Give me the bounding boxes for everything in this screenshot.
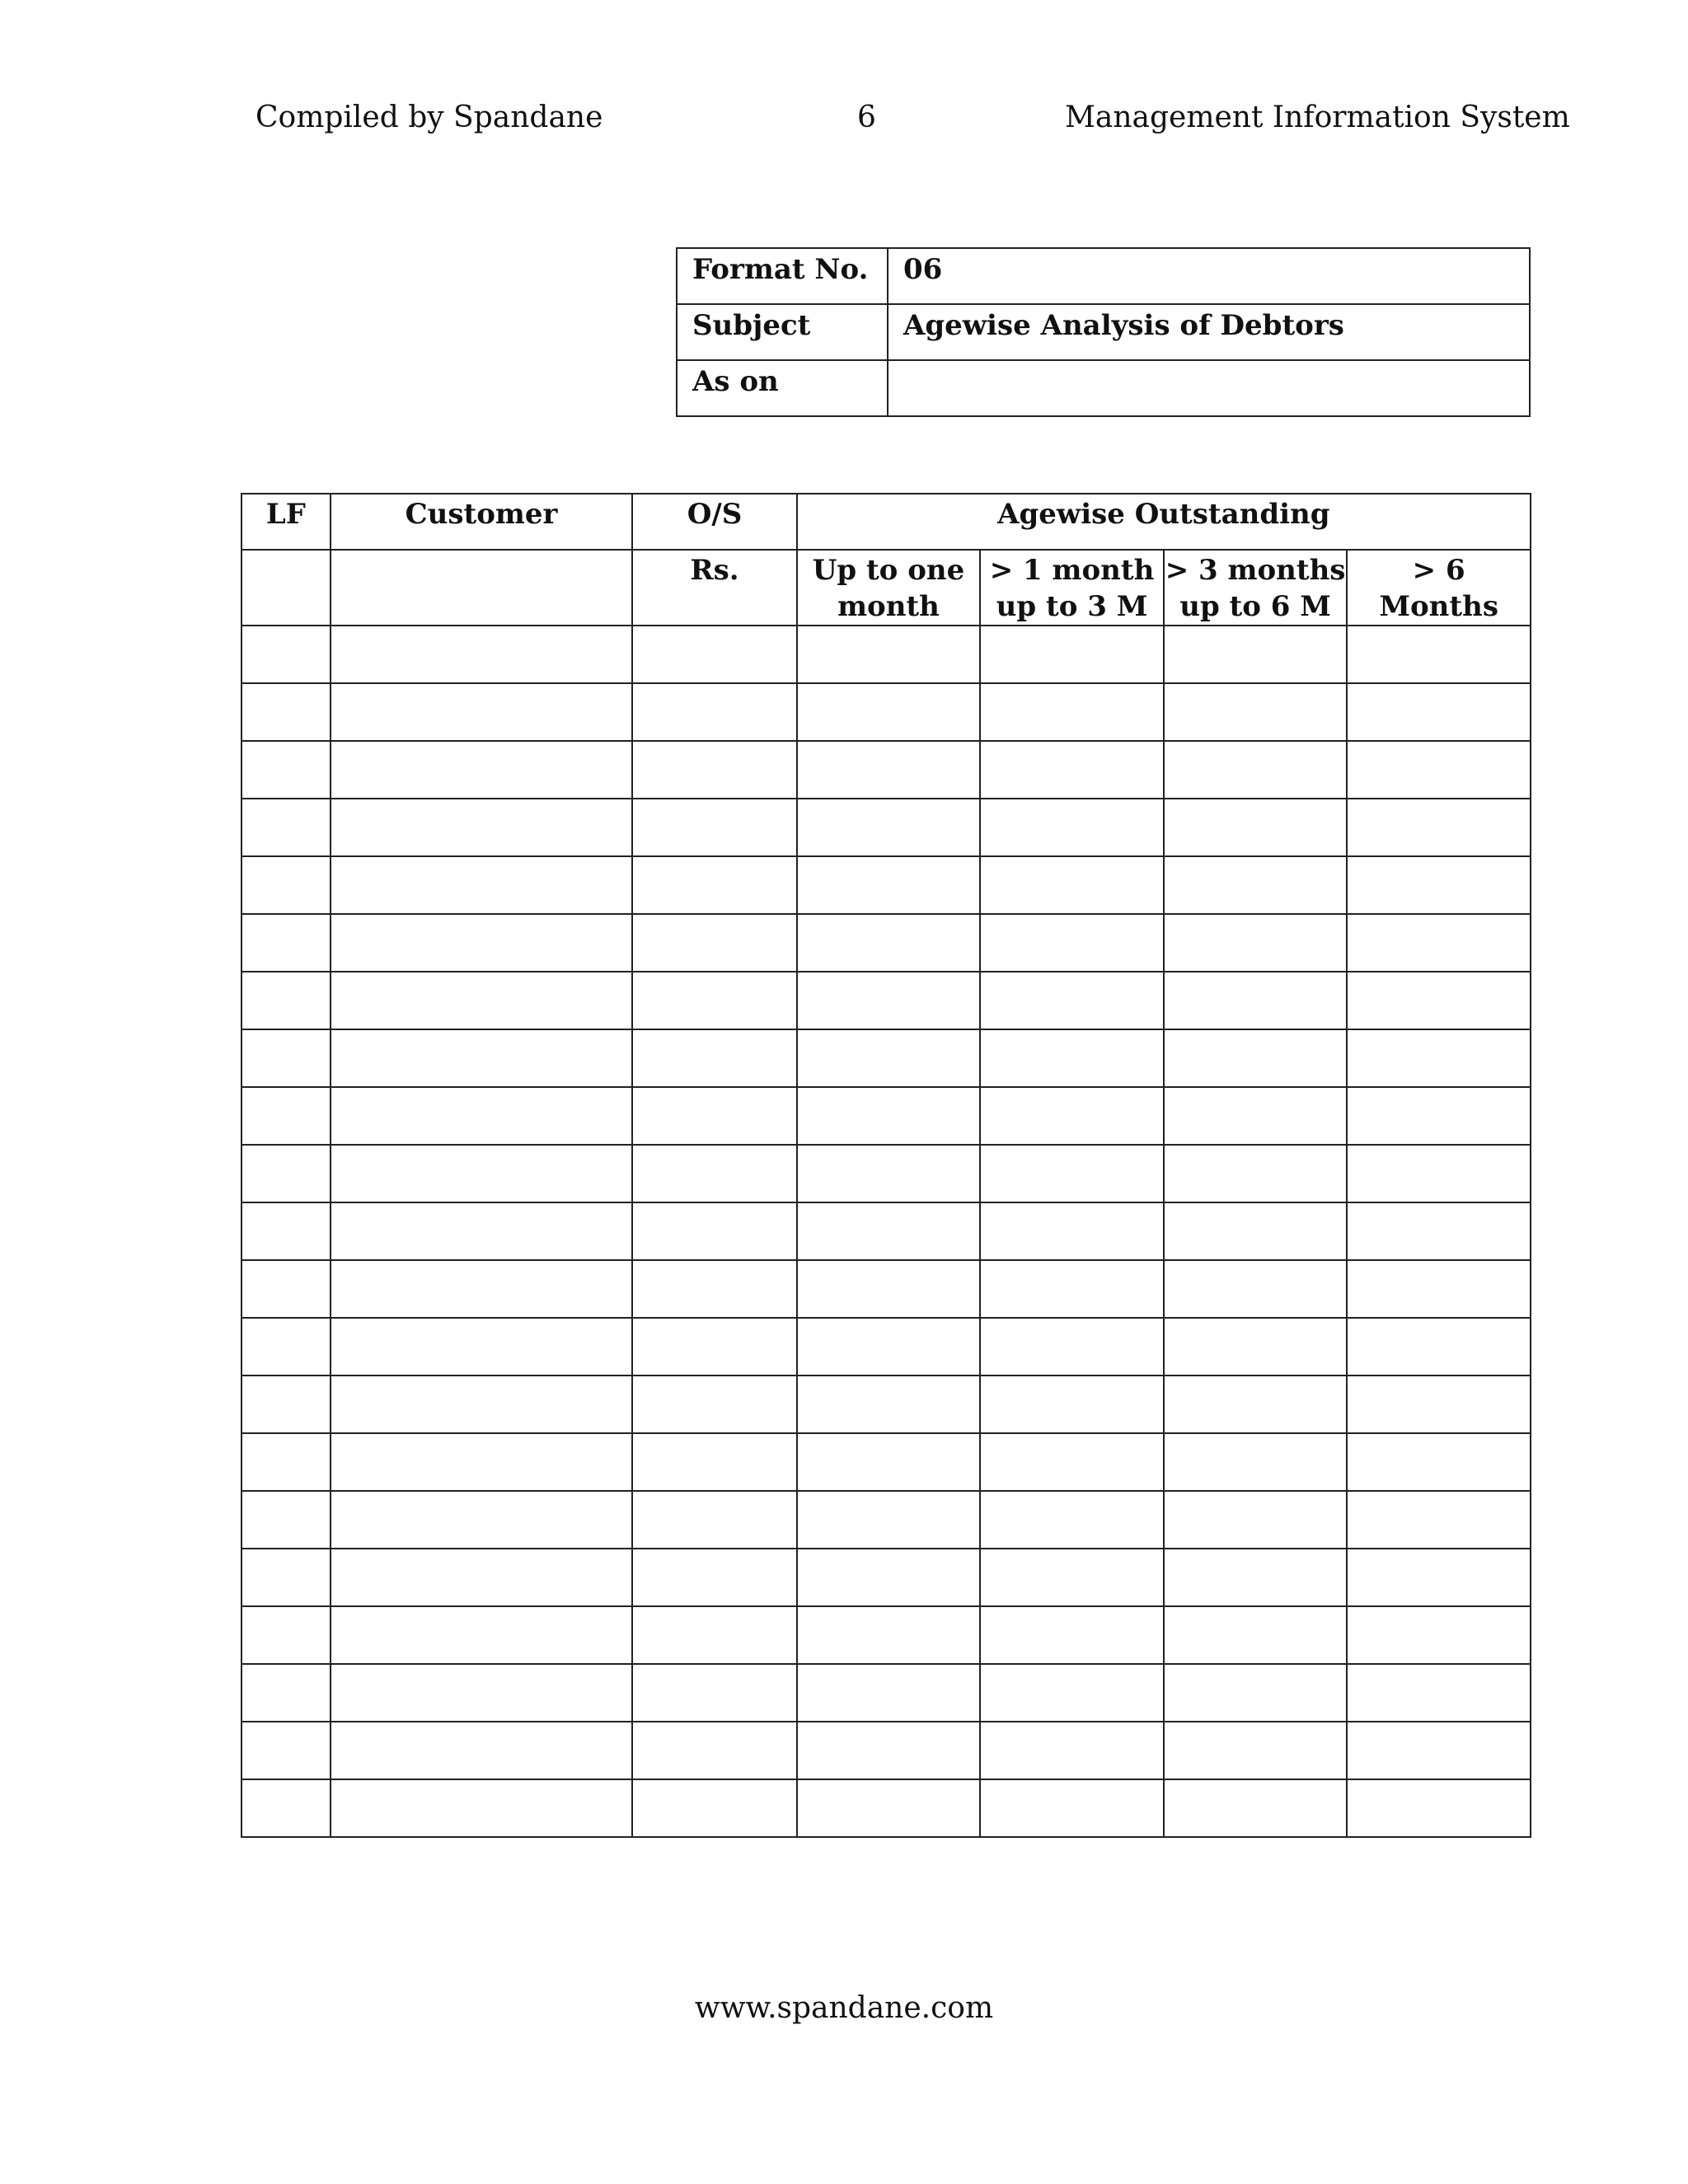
cell-os [632, 1433, 796, 1491]
cell-lf [241, 1087, 331, 1145]
cell-customer [331, 1779, 633, 1837]
cell-os [632, 1722, 796, 1779]
cell-os [632, 914, 796, 972]
cell-1-to-3-months [980, 799, 1164, 856]
col-subheader-customer [331, 550, 633, 626]
cell-lf [241, 683, 331, 741]
col-header-agewise-outstanding: Agewise Outstanding [797, 494, 1531, 550]
cell-lf [241, 741, 331, 799]
cell-os [632, 856, 796, 914]
cell-3-to-6-months [1164, 626, 1348, 683]
format-no-label: Format No. [677, 248, 888, 304]
format-no-value: 06 [888, 248, 1530, 304]
cell-3-to-6-months [1164, 1664, 1348, 1722]
cell-3-to-6-months [1164, 1202, 1348, 1260]
col-subheader-1-to-3-months [980, 550, 1164, 626]
cell-lf [241, 1202, 331, 1260]
cell-customer [331, 1145, 633, 1202]
cell-customer [331, 1318, 633, 1376]
subheader-line2: up to 3 M [996, 590, 1148, 623]
table-row [241, 1722, 1531, 1779]
cell-customer [331, 799, 633, 856]
subheader-line2: Months [1379, 590, 1498, 623]
cell-over-6-months [1347, 626, 1531, 683]
cell-up-to-one-month [797, 683, 981, 741]
cell-customer [331, 1722, 633, 1779]
cell-3-to-6-months [1164, 1145, 1348, 1202]
cell-over-6-months [1347, 1087, 1531, 1145]
cell-os [632, 1260, 796, 1318]
cell-1-to-3-months [980, 856, 1164, 914]
table-body [241, 626, 1531, 1837]
debtors-analysis-table [241, 493, 1531, 1838]
cell-customer [331, 856, 633, 914]
cell-customer [331, 683, 633, 741]
table-row [241, 1145, 1531, 1202]
cell-lf [241, 1779, 331, 1837]
cell-lf [241, 1145, 331, 1202]
col-subheader-3-to-6-months [1164, 550, 1348, 626]
cell-customer [331, 1260, 633, 1318]
cell-up-to-one-month [797, 799, 981, 856]
cell-over-6-months [1347, 1779, 1531, 1837]
cell-3-to-6-months [1164, 856, 1348, 914]
table-row [241, 683, 1531, 741]
cell-lf [241, 626, 331, 683]
cell-1-to-3-months [980, 1664, 1164, 1722]
cell-lf [241, 1260, 331, 1318]
header-page-number: 6 [857, 101, 876, 134]
cell-3-to-6-months [1164, 972, 1348, 1029]
cell-customer [331, 741, 633, 799]
cell-over-6-months [1347, 1260, 1531, 1318]
cell-lf [241, 1606, 331, 1664]
cell-up-to-one-month [797, 1433, 981, 1491]
table-row [241, 626, 1531, 683]
cell-over-6-months [1347, 1606, 1531, 1664]
cell-3-to-6-months [1164, 741, 1348, 799]
cell-3-to-6-months [1164, 1376, 1348, 1433]
cell-customer [331, 914, 633, 972]
as-on-label: As on [677, 360, 888, 416]
cell-os [632, 1029, 796, 1087]
cell-1-to-3-months [980, 1722, 1164, 1779]
cell-1-to-3-months [980, 1029, 1164, 1087]
cell-1-to-3-months [980, 741, 1164, 799]
table-row [241, 1664, 1531, 1722]
cell-1-to-3-months [980, 626, 1164, 683]
cell-customer [331, 1029, 633, 1087]
col-subheader-os-rs: Rs. [632, 550, 796, 626]
subject-row [677, 304, 1530, 360]
table-row [241, 1260, 1531, 1318]
cell-customer [331, 1606, 633, 1664]
cell-1-to-3-months [980, 1491, 1164, 1549]
cell-os [632, 1087, 796, 1145]
cell-3-to-6-months [1164, 1491, 1348, 1549]
cell-1-to-3-months [980, 1145, 1164, 1202]
cell-over-6-months [1347, 799, 1531, 856]
cell-1-to-3-months [980, 972, 1164, 1029]
cell-os [632, 683, 796, 741]
subheader-line1: Up to one [812, 554, 965, 587]
cell-lf [241, 1722, 331, 1779]
table-row [241, 1606, 1531, 1664]
cell-3-to-6-months [1164, 1433, 1348, 1491]
cell-over-6-months [1347, 914, 1531, 972]
as-on-row [677, 360, 1530, 416]
cell-up-to-one-month [797, 626, 981, 683]
cell-over-6-months [1347, 1491, 1531, 1549]
cell-3-to-6-months [1164, 683, 1348, 741]
table-header-row-1 [241, 494, 1531, 550]
cell-up-to-one-month [797, 1549, 981, 1606]
cell-up-to-one-month [797, 1491, 981, 1549]
cell-over-6-months [1347, 1376, 1531, 1433]
cell-up-to-one-month [797, 1664, 981, 1722]
cell-1-to-3-months [980, 1260, 1164, 1318]
cell-os [632, 1376, 796, 1433]
cell-os [632, 1779, 796, 1837]
cell-up-to-one-month [797, 1318, 981, 1376]
cell-lf [241, 914, 331, 972]
col-header-os: O/S [632, 494, 796, 550]
cell-customer [331, 1549, 633, 1606]
col-header-lf: LF [241, 494, 331, 550]
cell-os [632, 1606, 796, 1664]
cell-os [632, 1491, 796, 1549]
cell-customer [331, 972, 633, 1029]
cell-3-to-6-months [1164, 914, 1348, 972]
format-row [677, 248, 1530, 304]
cell-3-to-6-months [1164, 1260, 1348, 1318]
cell-up-to-one-month [797, 1145, 981, 1202]
cell-up-to-one-month [797, 914, 981, 972]
cell-os [632, 799, 796, 856]
cell-up-to-one-month [797, 856, 981, 914]
cell-os [632, 1145, 796, 1202]
header-document-title: Management Information System [1065, 101, 1570, 134]
table-row [241, 1433, 1531, 1491]
cell-up-to-one-month [797, 741, 981, 799]
subheader-line1: > 3 months [1165, 554, 1346, 587]
cell-lf [241, 1318, 331, 1376]
cell-up-to-one-month [797, 1202, 981, 1260]
cell-1-to-3-months [980, 914, 1164, 972]
cell-1-to-3-months [980, 1087, 1164, 1145]
cell-lf [241, 1433, 331, 1491]
cell-3-to-6-months [1164, 1722, 1348, 1779]
cell-over-6-months [1347, 1318, 1531, 1376]
table-row [241, 1376, 1531, 1433]
cell-over-6-months [1347, 972, 1531, 1029]
table-row [241, 799, 1531, 856]
cell-os [632, 741, 796, 799]
col-header-customer: Customer [331, 494, 633, 550]
cell-over-6-months [1347, 683, 1531, 741]
cell-3-to-6-months [1164, 1779, 1348, 1837]
cell-over-6-months [1347, 1549, 1531, 1606]
table-row [241, 972, 1531, 1029]
subject-label: Subject [677, 304, 888, 360]
cell-over-6-months [1347, 741, 1531, 799]
subheader-line2: month [837, 590, 940, 623]
cell-os [632, 626, 796, 683]
cell-1-to-3-months [980, 1202, 1164, 1260]
table-row [241, 1087, 1531, 1145]
cell-lf [241, 1664, 331, 1722]
cell-over-6-months [1347, 856, 1531, 914]
cell-customer [331, 1376, 633, 1433]
cell-customer [331, 1202, 633, 1260]
cell-lf [241, 972, 331, 1029]
cell-lf [241, 856, 331, 914]
cell-3-to-6-months [1164, 799, 1348, 856]
cell-up-to-one-month [797, 1779, 981, 1837]
cell-customer [331, 626, 633, 683]
cell-1-to-3-months [980, 1318, 1164, 1376]
as-on-value [888, 360, 1530, 416]
table-row [241, 1202, 1531, 1260]
cell-3-to-6-months [1164, 1029, 1348, 1087]
table-row [241, 914, 1531, 972]
cell-up-to-one-month [797, 1260, 981, 1318]
subheader-line2: up to 6 M [1179, 590, 1331, 623]
cell-over-6-months [1347, 1722, 1531, 1779]
cell-over-6-months [1347, 1433, 1531, 1491]
cell-up-to-one-month [797, 972, 981, 1029]
cell-3-to-6-months [1164, 1549, 1348, 1606]
cell-customer [331, 1664, 633, 1722]
cell-1-to-3-months [980, 1779, 1164, 1837]
cell-up-to-one-month [797, 1606, 981, 1664]
subheader-line1: > 1 month [989, 554, 1155, 587]
table-row [241, 741, 1531, 799]
cell-3-to-6-months [1164, 1087, 1348, 1145]
cell-over-6-months [1347, 1145, 1531, 1202]
cell-up-to-one-month [797, 1087, 981, 1145]
table-row [241, 1491, 1531, 1549]
cell-os [632, 1549, 796, 1606]
cell-lf [241, 1029, 331, 1087]
col-subheader-up-to-one-month [797, 550, 981, 626]
cell-up-to-one-month [797, 1722, 981, 1779]
cell-customer [331, 1087, 633, 1145]
cell-os [632, 1664, 796, 1722]
cell-1-to-3-months [980, 1606, 1164, 1664]
header-compiled-by: Compiled by Spandane [256, 101, 603, 134]
cell-1-to-3-months [980, 1376, 1164, 1433]
cell-1-to-3-months [980, 683, 1164, 741]
table-row [241, 1549, 1531, 1606]
table-header-row-2 [241, 550, 1531, 626]
cell-os [632, 1318, 796, 1376]
cell-up-to-one-month [797, 1029, 981, 1087]
cell-up-to-one-month [797, 1376, 981, 1433]
cell-lf [241, 1491, 331, 1549]
cell-over-6-months [1347, 1029, 1531, 1087]
col-subheader-over-6-months [1347, 550, 1531, 626]
cell-lf [241, 1549, 331, 1606]
cell-1-to-3-months [980, 1549, 1164, 1606]
table-row [241, 1318, 1531, 1376]
cell-lf [241, 799, 331, 856]
cell-os [632, 1202, 796, 1260]
subheader-line1: > 6 [1412, 554, 1465, 587]
page-header [0, 97, 1688, 138]
table-row [241, 1779, 1531, 1837]
cell-customer [331, 1491, 633, 1549]
col-subheader-lf [241, 550, 331, 626]
cell-3-to-6-months [1164, 1606, 1348, 1664]
table-row [241, 1029, 1531, 1087]
subject-value: Agewise Analysis of Debtors [888, 304, 1530, 360]
cell-lf [241, 1376, 331, 1433]
format-info-table [676, 247, 1531, 417]
cell-1-to-3-months [980, 1433, 1164, 1491]
cell-over-6-months [1347, 1664, 1531, 1722]
table-row [241, 856, 1531, 914]
cell-3-to-6-months [1164, 1318, 1348, 1376]
footer-website: www.spandane.com [694, 1991, 994, 2025]
cell-over-6-months [1347, 1202, 1531, 1260]
cell-customer [331, 1433, 633, 1491]
cell-os [632, 972, 796, 1029]
